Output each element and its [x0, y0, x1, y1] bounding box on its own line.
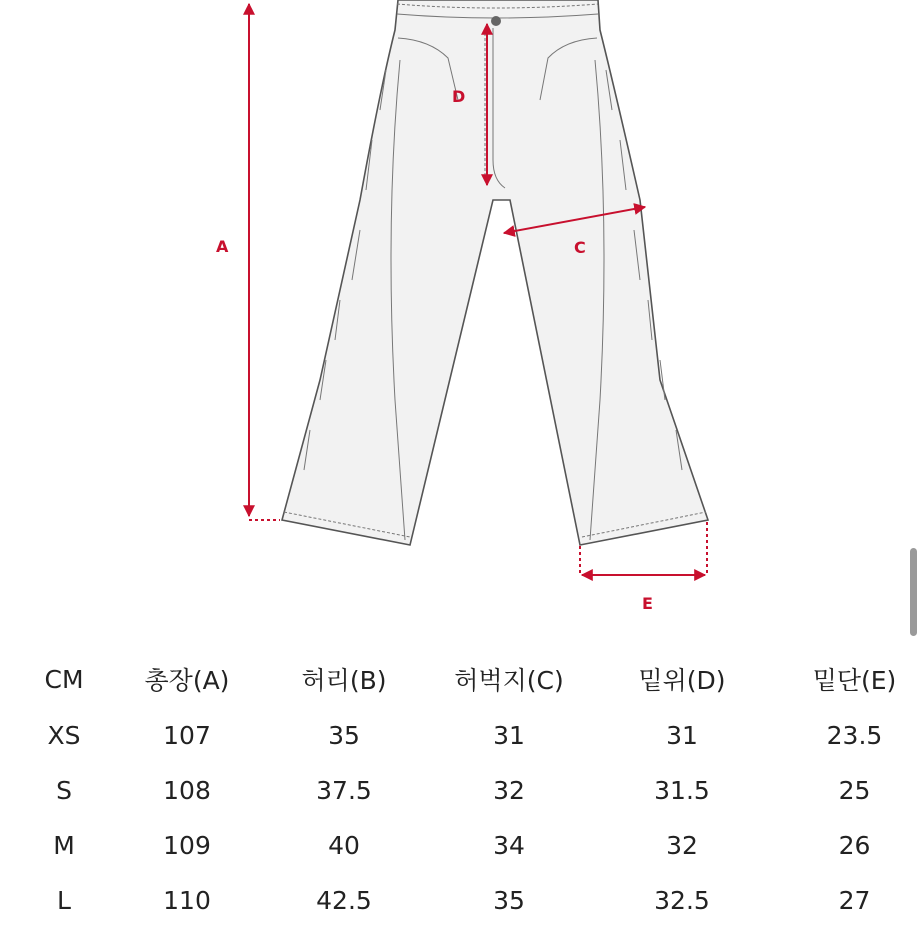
table-header-row [0, 650, 921, 708]
value-cell: 108 [163, 776, 211, 805]
value-cell: 31 [666, 721, 698, 750]
table-row [0, 763, 921, 818]
table-row [0, 873, 921, 928]
value-cell: 35 [328, 721, 360, 750]
value-cell: 42.5 [316, 886, 372, 915]
size-cell: L [57, 886, 71, 915]
value-cell: 34 [493, 831, 525, 860]
value-cell: 27 [838, 886, 871, 915]
header-thigh: 허벅지(C) [454, 666, 564, 695]
label-d: D [452, 87, 466, 106]
value-cell: 35 [493, 886, 525, 915]
waist-button [491, 16, 501, 26]
label-e: E [642, 594, 653, 613]
value-cell: 26 [838, 831, 871, 860]
value-cell: 25 [838, 776, 871, 805]
header-waist: 허리(B) [301, 666, 387, 695]
label-a: A [216, 237, 229, 256]
value-cell: 107 [163, 721, 211, 750]
size-cell: XS [47, 721, 81, 750]
value-cell: 32 [493, 776, 525, 805]
value-cell: 31 [493, 721, 525, 750]
value-cell: 40 [328, 831, 360, 860]
table-row [0, 818, 921, 873]
value-cell: 31.5 [654, 776, 710, 805]
size-cell: M [53, 831, 75, 860]
label-c: C [574, 238, 586, 257]
value-cell: 110 [163, 886, 211, 915]
size-cell: S [56, 776, 72, 805]
pants-outline [282, 0, 708, 545]
value-cell: 37.5 [316, 776, 372, 805]
value-cell: 32.5 [654, 886, 710, 915]
value-cell: 32 [666, 831, 698, 860]
value-cell: 109 [163, 831, 211, 860]
scrollbar-thumb[interactable] [910, 548, 917, 636]
header-rise: 밑위(D) [638, 666, 726, 695]
size-table [0, 650, 921, 928]
value-cell: 23.5 [826, 721, 883, 750]
header-unit: CM [44, 664, 84, 694]
header-hem: 밑단(E) [812, 666, 897, 695]
header-total-length: 총장(A) [144, 666, 230, 695]
table-row [0, 708, 921, 763]
